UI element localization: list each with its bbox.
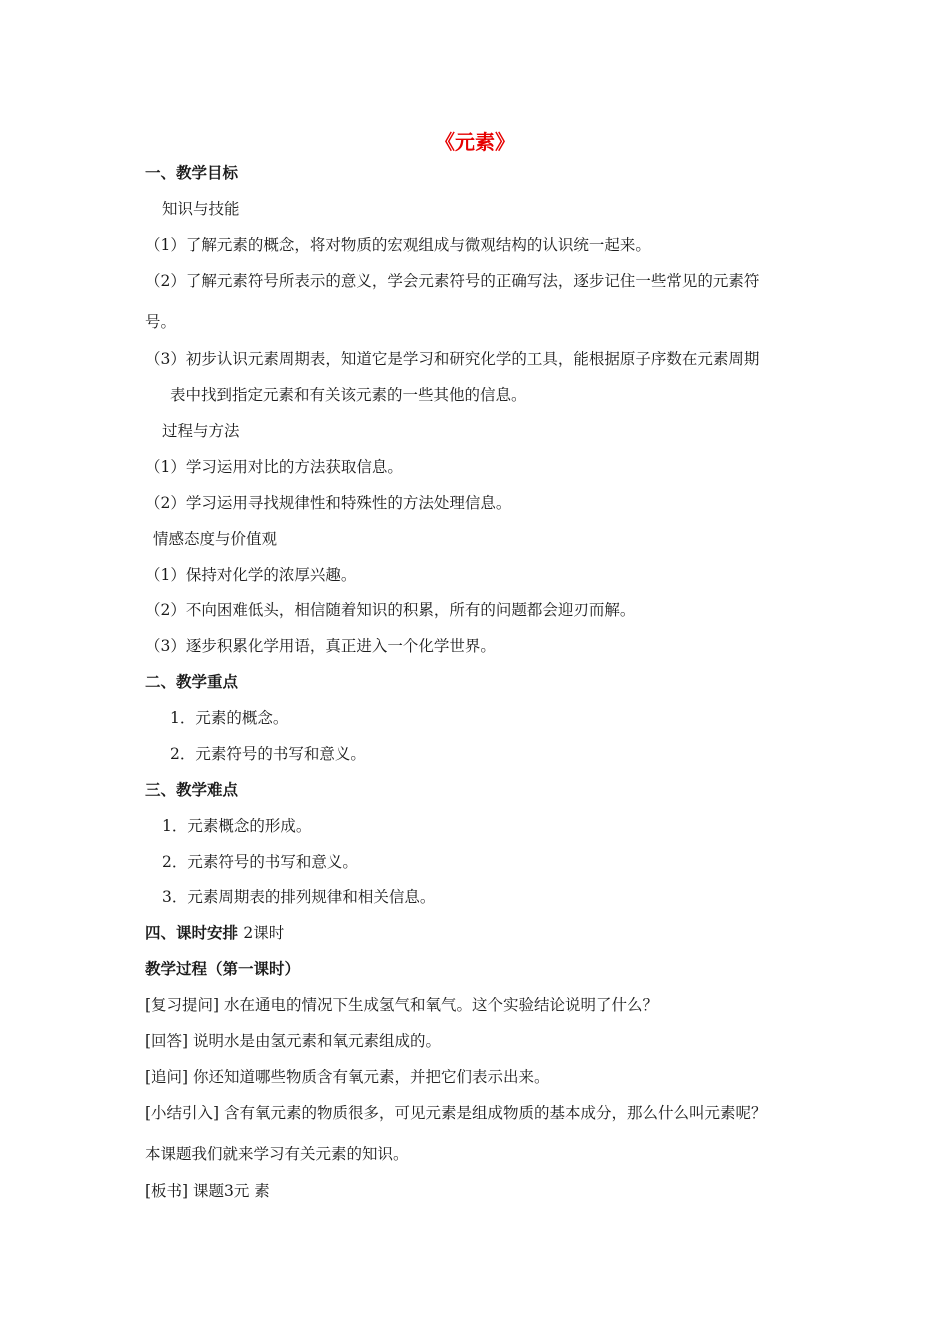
objective-k2-line2: 号。 (145, 313, 177, 331)
process-board: [板书] 课题3元 素 (145, 1182, 270, 1200)
difficulty-1: 1．元素概念的形成。 (162, 817, 312, 835)
objective-k3-line2: 表中找到指定元素和有关该元素的一些其他的信息。 (170, 386, 527, 404)
objective-e3: （3）逐步积累化学用语，真正进入一个化学世界。 (145, 637, 496, 655)
document-title: 《元素》 (435, 130, 515, 154)
heading-class-hours (145, 923, 284, 943)
heading-key-points: 二、教学重点 (145, 673, 239, 691)
objective-e1: （1）保持对化学的浓厚兴趣。 (145, 566, 357, 584)
process-review-question: [复习提问] 水在通电的情况下生成氢气和氧气。这个实验结论说明了什么？ (145, 996, 659, 1014)
process-intro: 本课题我们就来学习有关元素的知识。 (145, 1145, 409, 1163)
subheading-emotion-values: 情感态度与价值观 (153, 530, 278, 548)
key-point-1: 1．元素的概念。 (170, 709, 289, 727)
difficulty-3: 3．元素周期表的排列规律和相关信息。 (162, 888, 436, 906)
heading-teaching-process: 教学过程（第一课时） (145, 960, 301, 978)
class-hours-label: 四、课时安排 (145, 924, 239, 942)
objective-e2: （2）不向困难低头，相信随着知识的积累，所有的问题都会迎刃而解。 (145, 601, 636, 619)
heading-difficulties: 三、教学难点 (145, 781, 239, 799)
objective-p1: （1）学习运用对比的方法获取信息。 (145, 458, 403, 476)
subheading-knowledge-skills: 知识与技能 (162, 200, 240, 218)
subheading-process-methods: 过程与方法 (162, 422, 240, 440)
process-follow-up: [追问] 你还知道哪些物质含有氧元素，并把它们表示出来。 (145, 1068, 550, 1086)
heading-teaching-objectives: 一、教学目标 (145, 164, 239, 182)
objective-k3-line1: （3）初步认识元素周期表，知道它是学习和研究化学的工具，能根据原子序数在元素周期 (145, 350, 760, 368)
process-answer: [回答] 说明水是由氢元素和氧元素组成的。 (145, 1032, 442, 1050)
process-summary: [小结引入] 含有氧元素的物质很多，可见元素是组成物质的基本成分，那么什么叫元素呢？ (145, 1104, 767, 1122)
key-point-2: 2．元素符号的书写和意义。 (170, 745, 366, 763)
difficulty-2: 2．元素符号的书写和意义。 (162, 853, 358, 871)
objective-k2-line1: （2）了解元素符号所表示的意义，学会元素符号的正确写法，逐步记住一些常见的元素符 (145, 272, 760, 290)
objective-p2: （2）学习运用寻找规律性和特殊性的方法处理信息。 (145, 494, 512, 512)
class-hours-value: 2课时 (243, 924, 285, 942)
objective-k1: （1）了解元素的概念，将对物质的宏观组成与微观结构的认识统一起来。 (145, 236, 651, 254)
